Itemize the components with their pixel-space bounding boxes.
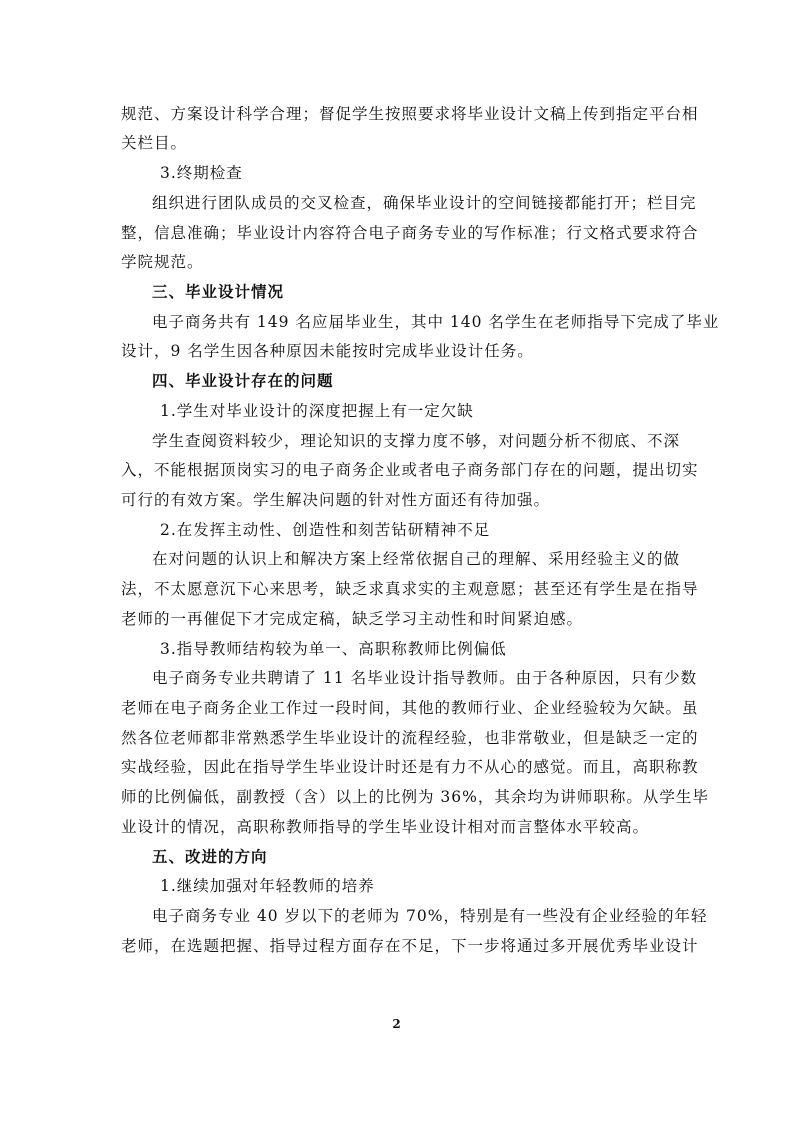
- body-text-line: 在对问题的认识上和解决方案上经常依据自己的理解、采用经验主义的做: [152, 550, 681, 568]
- section-heading: 三、毕业设计情况: [152, 282, 285, 301]
- body-text-line: 学院规范。: [121, 253, 204, 271]
- body-text-line: 组织进行团队成员的交叉检查，确保毕业设计的空间链接都能打开；栏目完: [152, 194, 697, 212]
- body-text-line: 法，不太愿意沉下心来思考，缺乏求真求实的主观意愿；甚至还有学生是在指导: [121, 580, 699, 598]
- body-text-line: 整，信息准确；毕业设计内容符合电子商务专业的写作标准；行文格式要求符合: [121, 224, 699, 242]
- body-text-line: 老师的一再催促下才完成定稿，缺乏学习主动性和时间紧迫感。: [121, 610, 584, 628]
- subsection-heading: 3.指导教师结构较为单一、高职称教师比例偏低: [160, 640, 507, 658]
- body-text-line: 关栏目。: [121, 134, 188, 152]
- body-text-line: 电子商务专业 40 岁以下的老师为 70%，特别是有一些没有企业经验的年轻: [152, 907, 708, 925]
- body-text-line: 电子商务专业共聘请了 11 名毕业设计指导教师。由于各种原因，只有少数: [152, 669, 698, 687]
- subsection-heading: 1.学生对毕业设计的深度把握上有一定欠缺: [160, 402, 474, 420]
- body-text-line: 然各位老师都非常熟悉学生毕业设计的流程经验，也非常敬业，但是缺乏一定的: [121, 729, 699, 747]
- subsection-heading: 3.终期检查: [160, 164, 243, 182]
- subsection-heading: 2.在发挥主动性、创造性和刻苦钻研精神不足: [160, 521, 491, 539]
- body-text-line: 入，不能根据顶岗实习的电子商务企业或者电子商务部门存在的问题，提出切实: [121, 461, 699, 479]
- body-text-line: 师的比例偏低，副教授（含）以上的比例为 36%，其余均为讲师职称。从学生毕: [121, 788, 709, 806]
- body-text-line: 设计，9 名学生因各种原因未能按时完成毕业设计任务。: [121, 342, 534, 360]
- page-number: 2: [392, 1017, 401, 1031]
- body-text-line: 实战经验，因此在指导学生毕业设计时还是有力不从心的感觉。而且，高职称教: [121, 758, 699, 776]
- body-text-line: 可行的有效方案。学生解决问题的针对性方面还有待加强。: [121, 491, 551, 509]
- subsection-heading: 1.继续加强对年轻教师的培养: [160, 877, 375, 895]
- body-text-line: 业设计的情况，高职称教师指导的学生毕业设计相对而言整体水平较高。: [121, 818, 650, 836]
- body-text-line: 老师，在选题把握、指导过程方面存在不足，下一步将通过多开展优秀毕业设计: [121, 937, 699, 955]
- body-text-line: 老师在电子商务企业工作过一段时间，其他的教师行业、企业经验较为欠缺。虽: [121, 699, 699, 717]
- body-text-line: 电子商务共有 149 名应届毕业生，其中 140 名学生在老师指导下完成了毕业: [152, 313, 720, 331]
- body-text-line: 学生查阅资料较少，理论知识的支撑力度不够，对问题分析不彻底、不深: [152, 432, 681, 450]
- section-heading: 四、毕业设计存在的问题: [152, 371, 334, 390]
- body-text-line: 规范、方案设计科学合理；督促学生按照要求将毕业设计文稿上传到指定平台相: [121, 105, 699, 123]
- section-heading: 五、改进的方向: [152, 847, 268, 866]
